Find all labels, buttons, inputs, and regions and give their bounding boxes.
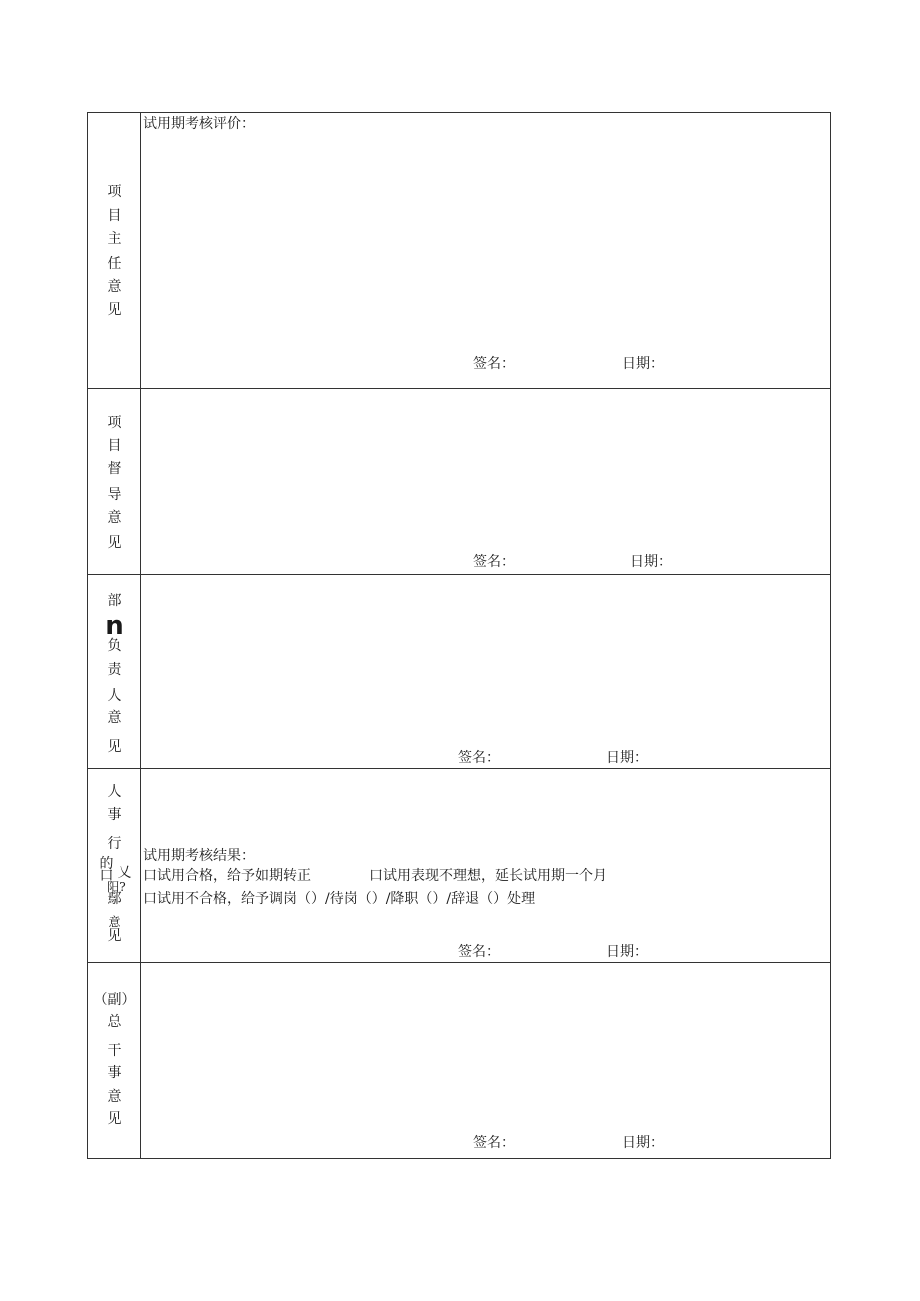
label-char: 口 bbox=[99, 868, 114, 884]
label-char: 督 bbox=[107, 461, 122, 477]
label-char: 乂 bbox=[117, 865, 132, 881]
result-heading: 试用期考核结果： bbox=[143, 848, 255, 864]
label-char: 总 bbox=[107, 1014, 122, 1030]
option-pass-checkbox[interactable]: 口试用合格，给予如期转正 bbox=[143, 868, 311, 884]
evaluation-form-table bbox=[87, 112, 831, 1159]
date-label: 日期： bbox=[622, 1135, 664, 1151]
label-char: 干 bbox=[107, 1043, 122, 1059]
signature-label: 签名： bbox=[458, 944, 500, 960]
label-char: 行 bbox=[107, 836, 122, 852]
section-label bbox=[88, 769, 141, 962]
label-char: 意 bbox=[107, 279, 122, 295]
section-content bbox=[142, 113, 830, 388]
label-char: 见 bbox=[107, 535, 122, 551]
label-char: 目 bbox=[107, 438, 122, 454]
date-label: 日期： bbox=[622, 356, 664, 372]
label-char: 事 bbox=[107, 1065, 122, 1081]
label-char: 人 bbox=[107, 784, 122, 800]
section-label bbox=[88, 113, 141, 388]
label-char: 见 bbox=[107, 739, 122, 755]
label-char: 部 bbox=[107, 593, 122, 609]
label-char: 责 bbox=[107, 662, 122, 678]
label-char: 项 bbox=[107, 184, 122, 200]
label-char: 人 bbox=[107, 688, 122, 704]
evaluation-heading: 试用期考核评价： bbox=[143, 116, 255, 132]
section-project-director bbox=[88, 113, 830, 389]
label-char: 见 bbox=[107, 1111, 122, 1127]
section-content bbox=[142, 575, 830, 768]
section-label bbox=[88, 389, 141, 574]
label-char: 阳? bbox=[107, 880, 126, 894]
label-char: 意 bbox=[108, 915, 121, 929]
label-char: 目 bbox=[107, 208, 122, 224]
section-department-head bbox=[88, 575, 830, 769]
label-char: （副） bbox=[93, 992, 136, 1008]
section-deputy-director-general bbox=[88, 963, 830, 1158]
date-label: 日期： bbox=[630, 554, 672, 570]
label-char: n bbox=[105, 611, 124, 641]
date-label: 日期： bbox=[606, 750, 648, 766]
label-char: 见 bbox=[107, 302, 122, 318]
signature-label: 签名： bbox=[458, 750, 500, 766]
section-project-supervisor bbox=[88, 389, 830, 575]
section-content bbox=[142, 769, 830, 962]
label-char: 鄢 bbox=[107, 891, 122, 907]
label-char: 的 bbox=[99, 856, 114, 872]
label-char: 意 bbox=[107, 1089, 122, 1105]
section-content bbox=[142, 389, 830, 574]
section-content bbox=[142, 963, 830, 1158]
option-extend-checkbox[interactable]: 口试用表现不理想，延长试用期一个月 bbox=[369, 868, 607, 884]
signature-label: 签名： bbox=[473, 356, 515, 372]
label-char: 导 bbox=[107, 487, 122, 503]
label-char: 任 bbox=[107, 256, 122, 272]
section-hr-admin bbox=[88, 769, 830, 963]
label-char: 项 bbox=[107, 415, 122, 431]
label-char: 主 bbox=[107, 231, 122, 247]
signature-label: 签名： bbox=[473, 1135, 515, 1151]
section-label bbox=[88, 963, 141, 1158]
section-label bbox=[88, 575, 141, 768]
label-char: 意 bbox=[107, 510, 122, 526]
label-char: 见 bbox=[107, 928, 122, 944]
option-fail-checkbox[interactable]: 口试用不合格，给予调岗（）/待岗（）/降职（）/辞退（）处理 bbox=[143, 891, 536, 907]
label-char: 事 bbox=[107, 807, 122, 823]
date-label: 日期： bbox=[606, 944, 648, 960]
label-char: 意 bbox=[107, 710, 122, 726]
signature-label: 签名： bbox=[473, 554, 515, 570]
label-char: 负 bbox=[107, 638, 122, 654]
